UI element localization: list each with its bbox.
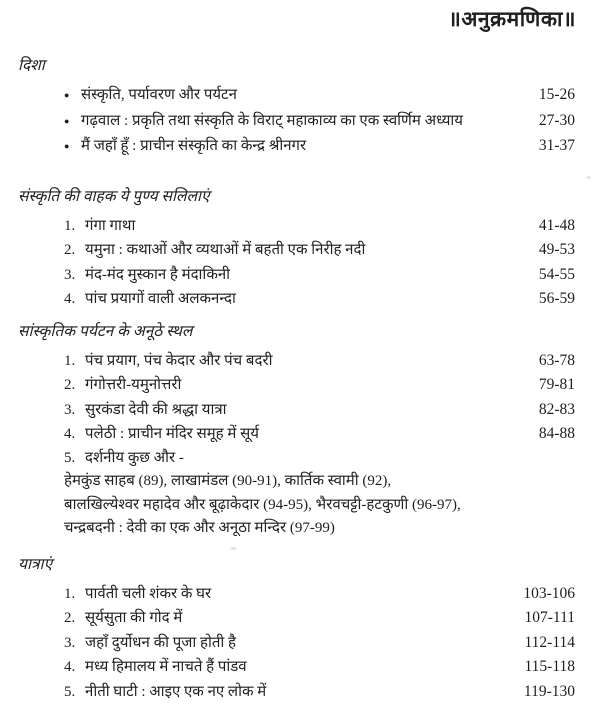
- toc-section: [18, 321, 575, 541]
- item-label: मंद-मंद मुस्कान है मंदाकिनी: [85, 264, 509, 288]
- toc-row: [18, 263, 575, 288]
- toc-row: [18, 680, 575, 704]
- toc-row: [18, 349, 575, 374]
- item-marker: ●: [64, 84, 81, 108]
- toc-row: [18, 494, 575, 518]
- toc-row: [18, 214, 575, 239]
- toc-row: [18, 582, 575, 607]
- item-marker: 4.: [64, 423, 85, 447]
- item-marker: 3.: [64, 264, 85, 288]
- item-label: हेमकुंड साहब (89), लाखामंडल (90-91), कार्तिक स्वामी (92),: [64, 470, 575, 494]
- item-label: गंगोत्तरी-यमुनोत्तरी: [85, 374, 509, 398]
- item-marker: ●: [64, 110, 81, 134]
- item-marker: 1.: [64, 215, 85, 239]
- item-label: पलेठी : प्राचीन मंदिर समूह में सूर्य: [85, 423, 509, 447]
- item-label: मध्य हिमालय में नाचते हैं पांडव: [85, 656, 509, 680]
- toc-row: [18, 655, 575, 680]
- item-label: मैं जहाँ हूँ : प्राचीन संस्कृति का केन्द्र श्रीनगर: [81, 135, 509, 159]
- item-marker: 4.: [64, 656, 85, 680]
- scan-speck: [230, 547, 237, 550]
- item-marker: 2.: [64, 374, 85, 398]
- item-label: यमुना : कथाओं और व्यथाओं में बहती एक निरीह नदी: [85, 239, 509, 263]
- item-pages: 82-83: [519, 398, 575, 422]
- toc-row: [18, 631, 575, 656]
- toc-row: [18, 238, 575, 263]
- item-label: सूर्यसुता की गोद में: [85, 607, 509, 631]
- section-items: [18, 349, 575, 541]
- item-pages: 15-26: [519, 83, 575, 107]
- item-pages: 103-106: [519, 582, 575, 606]
- item-pages: 79-81: [519, 373, 575, 397]
- toc: [18, 55, 575, 704]
- item-label: पंच प्रयाग, पंच केदार और पंच बदरी: [85, 350, 509, 374]
- toc-row: [18, 134, 575, 160]
- toc-row: [18, 447, 575, 471]
- page-title: ॥अनुक्रमणिका॥: [448, 5, 576, 33]
- item-marker: 1.: [64, 583, 85, 607]
- scan-speck: [586, 176, 591, 179]
- item-marker: 5.: [64, 447, 85, 471]
- item-marker: ●: [64, 135, 81, 159]
- item-label: संस्कृति, पर्यावरण और पर्यटन: [81, 84, 509, 108]
- item-label: नीती घाटी : आइए एक नए लोक में: [85, 681, 509, 704]
- toc-section: [18, 55, 575, 160]
- section-heading: दिशा: [18, 55, 575, 77]
- toc-row: [18, 422, 575, 447]
- toc-section: [18, 186, 575, 312]
- item-label: दर्शनीय कुछ और -: [85, 447, 575, 471]
- item-label: चन्द्रबदनी : देवी का एक और अनूठा मन्दिर (97-99): [64, 517, 575, 541]
- section-heading: यात्राएं: [18, 554, 575, 576]
- item-pages: 56-59: [519, 287, 575, 311]
- section-heading: सांस्कृतिक पर्यटन के अनूठे स्थल: [18, 321, 575, 343]
- item-marker: 1.: [64, 350, 85, 374]
- item-pages: 63-78: [519, 349, 575, 373]
- item-label: पार्वती चली शंकर के घर: [85, 583, 509, 607]
- item-marker: 4.: [64, 288, 85, 312]
- item-marker: 2.: [64, 607, 85, 631]
- item-marker: 3.: [64, 399, 85, 423]
- section-heading: संस्कृति की वाहक ये पुण्य सलिलाएं: [18, 186, 575, 208]
- item-pages: 107-111: [519, 606, 575, 630]
- item-pages: 84-88: [519, 422, 575, 446]
- item-marker: 2.: [64, 239, 85, 263]
- item-pages: 49-53: [519, 238, 575, 262]
- item-marker: 3.: [64, 632, 85, 656]
- toc-row: [18, 517, 575, 541]
- toc-section: [18, 554, 575, 704]
- item-label: जहाँ दुर्योधन की पूजा होती है: [85, 632, 509, 656]
- item-pages: 41-48: [519, 214, 575, 238]
- item-label: गंगा गाथा: [85, 215, 509, 239]
- item-pages: 31-37: [519, 134, 575, 158]
- toc-row: [18, 83, 575, 109]
- toc-row: [18, 373, 575, 398]
- item-marker: 5.: [64, 681, 85, 704]
- toc-row: [18, 398, 575, 423]
- toc-row: [18, 470, 575, 494]
- item-label: गढ़वाल : प्रकृति तथा संस्कृति के विराट् महाकाव्य का एक स्वर्णिम अध्याय: [81, 110, 509, 134]
- section-items: [18, 83, 575, 160]
- item-pages: 27-30: [519, 109, 575, 133]
- section-items: [18, 582, 575, 704]
- item-label: बालखिल्येश्वर महादेव और बूढ़ाकेदार (94-95), भैरवचट्टी-हटकुणी (96-97),: [64, 494, 575, 518]
- item-label: सुरकंडा देवी की श्रद्धा यात्रा: [85, 399, 509, 423]
- toc-row: [18, 606, 575, 631]
- item-pages: 115-118: [519, 655, 575, 679]
- item-pages: 112-114: [519, 631, 575, 655]
- section-items: [18, 214, 575, 312]
- item-pages: 54-55: [519, 263, 575, 287]
- toc-row: [18, 109, 575, 135]
- item-label: पांच प्रयागों वाली अलकनन्दा: [85, 288, 509, 312]
- toc-row: [18, 287, 575, 312]
- item-pages: 119-130: [519, 680, 575, 704]
